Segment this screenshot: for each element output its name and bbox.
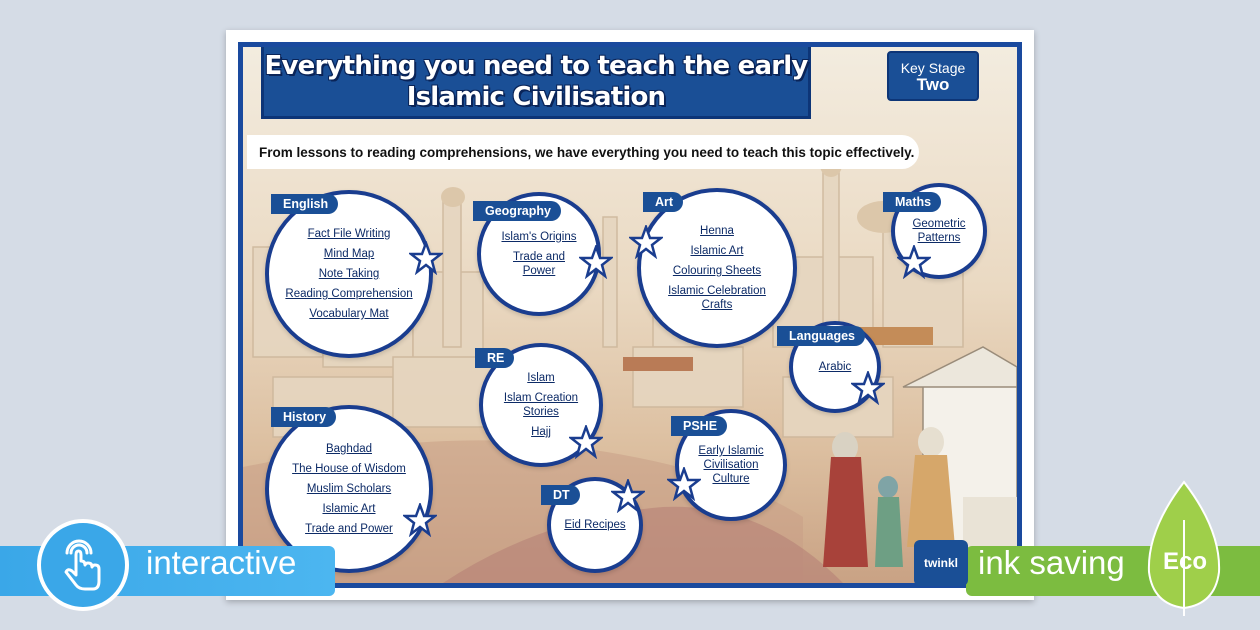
art-star-icon xyxy=(629,225,663,259)
worksheet-preview xyxy=(226,30,1034,600)
twinkl-logo: twinkl xyxy=(914,540,968,586)
art-bubble xyxy=(637,188,797,348)
english-star-icon xyxy=(409,241,443,275)
history-link-baghdad[interactable]: Baghdad xyxy=(325,443,373,455)
page-title-banner xyxy=(261,47,811,119)
english-link-mind-map[interactable]: Mind Map xyxy=(323,248,375,260)
geography-star-icon xyxy=(579,245,613,279)
maths-label: Maths xyxy=(883,192,941,212)
english-bubble xyxy=(265,190,433,358)
art-link-islamic-celebration-crafts[interactable]: Islamic Celebration Crafts xyxy=(668,285,766,311)
ink-saving-label: ink saving xyxy=(978,544,1125,581)
key-stage-label: Key Stage xyxy=(900,60,966,76)
english-link-vocabulary-mat[interactable]: Vocabulary Mat xyxy=(309,308,389,320)
history-label: History xyxy=(271,407,336,427)
geography-link-trade-and-power[interactable]: Trade and Power xyxy=(513,251,565,277)
history-link-islamic-art[interactable]: Islamic Art xyxy=(322,503,376,515)
art-link-islamic-art[interactable]: Islamic Art xyxy=(690,245,744,257)
intro-text: From lessons to reading comprehensions, we have everything you need to teach this topic effectively. xyxy=(247,135,919,169)
dt-star-icon xyxy=(611,479,645,513)
pshe-link-early-islamic-civilisation-culture[interactable]: Early Islamic Civilisation Culture xyxy=(698,445,764,485)
dt-link-eid-recipes[interactable]: Eid Recipes xyxy=(564,519,626,531)
english-link-note-taking[interactable]: Note Taking xyxy=(318,268,380,280)
re-star-icon xyxy=(569,425,603,459)
geography-label: Geography xyxy=(473,201,561,221)
history-link-house-of-wisdom[interactable]: The House of Wisdom xyxy=(292,463,406,475)
pshe-star-icon xyxy=(667,467,701,501)
english-label: English xyxy=(271,194,338,214)
dt-label: DT xyxy=(541,485,580,505)
maths-link-geometric-patterns[interactable]: Geometric Patterns xyxy=(912,218,966,244)
eco-label: Eco xyxy=(1162,548,1207,575)
key-stage-value: Two xyxy=(916,75,950,94)
history-star-icon xyxy=(403,503,437,537)
languages-link-arabic[interactable]: Arabic xyxy=(818,361,852,373)
re-link-hajj[interactable]: Hajj xyxy=(531,426,551,438)
page-title-line-2: Islamic Civilisation xyxy=(406,82,666,112)
languages-label: Languages xyxy=(777,326,865,346)
re-link-islam-creation-stories[interactable]: Islam Creation Stories xyxy=(503,392,579,418)
english-link-fact-file-writing[interactable]: Fact File Writing xyxy=(307,228,391,240)
history-link-trade-and-power[interactable]: Trade and Power xyxy=(305,523,393,535)
geography-link-islams-origins[interactable]: Islam's Origins xyxy=(501,231,577,243)
art-label: Art xyxy=(643,192,683,212)
re-label: RE xyxy=(475,348,514,368)
key-stage-badge xyxy=(887,51,979,101)
worksheet-frame xyxy=(238,42,1022,588)
history-link-muslim-scholars[interactable]: Muslim Scholars xyxy=(306,483,392,495)
languages-star-icon xyxy=(851,371,885,405)
interactive-badge-circle xyxy=(37,519,129,611)
art-link-colouring-sheets[interactable]: Colouring Sheets xyxy=(672,265,762,277)
hand-tap-icon xyxy=(41,523,125,607)
re-link-islam[interactable]: Islam xyxy=(527,372,555,384)
pshe-label: PSHE xyxy=(671,416,727,436)
art-link-henna[interactable]: Henna xyxy=(700,225,734,237)
interactive-label: interactive xyxy=(146,544,297,581)
english-link-reading-comprehension[interactable]: Reading Comprehension xyxy=(285,288,413,300)
page-title-line-1: Everything you need to teach the early xyxy=(264,51,808,81)
maths-star-icon xyxy=(897,245,931,279)
